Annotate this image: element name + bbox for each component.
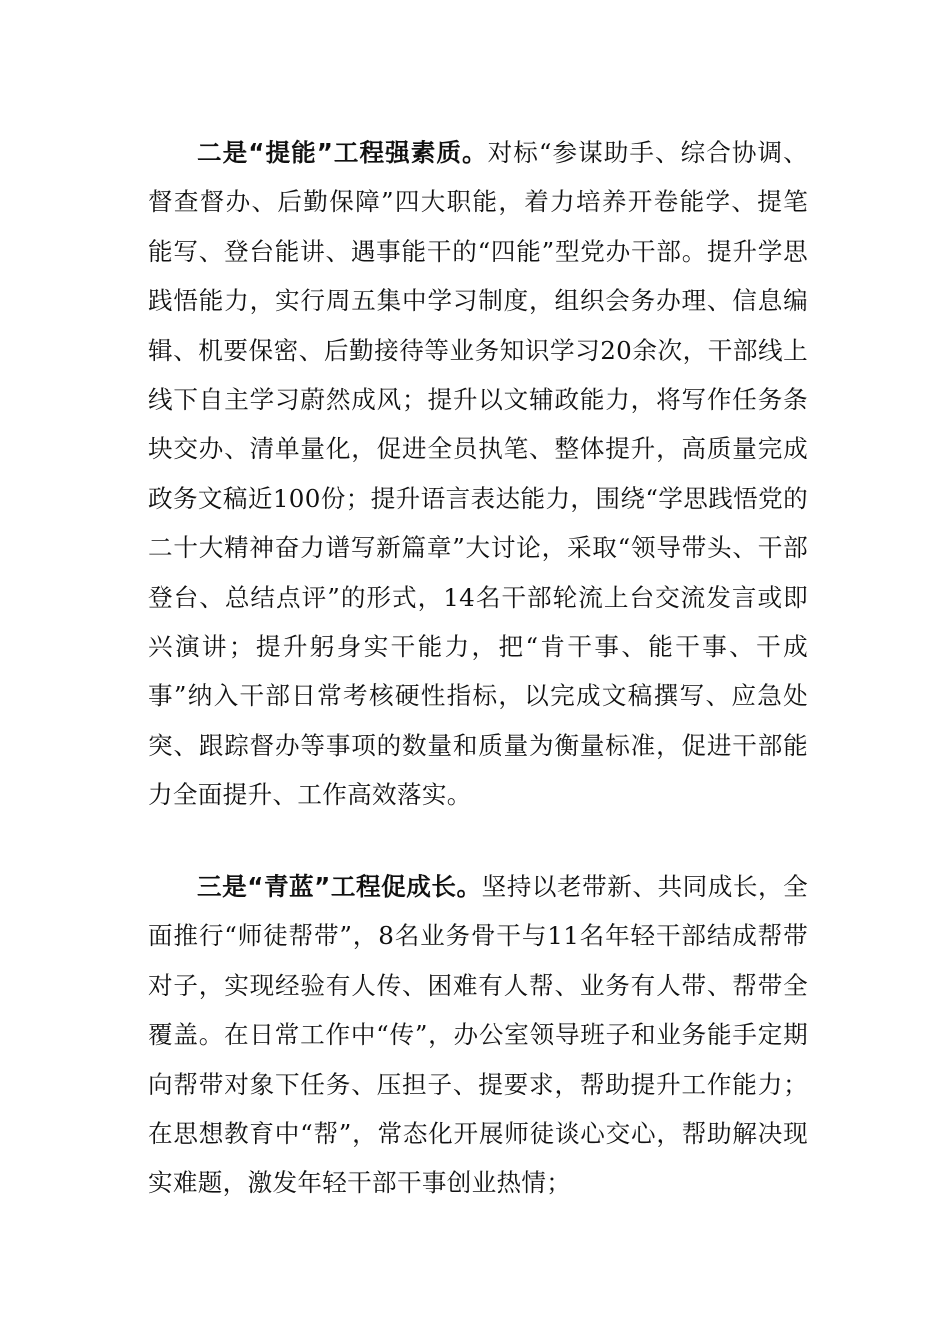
- paragraph-lead-heading: 二是“提能”工程强素质。: [197, 138, 488, 167]
- paragraph-qinglan: [148, 862, 808, 1208]
- paragraph-lead-heading: 三是“青蓝”工程促成长。: [197, 872, 482, 901]
- paragraph-body-text: 坚持以老带新、共同成长，全面推行“师徒帮带”，8名业务骨干与11名年轻干部结成帮带对子，实现经验有人传、困难有人帮、业务有人带、帮带全覆盖。在日常工作中“传”，办公室领导班子和业务能手定期向帮带对象下任务、压担子、提要求，帮助提升工作能力；在思想教育中“帮”，常态化开展师徒谈心交心，帮助解决现实难题，激发年轻干部干事创业热情；: [148, 872, 808, 1198]
- paragraph-body-text: 对标“参谋助手、综合协调、督查督办、后勤保障”四大职能，着力培养开卷能学、提笔能写、登台能讲、遇事能干的“四能”型党办干部。提升学思践悟能力，实行周五集中学习制度，组织会务办理、信息编辑、机要保密、后勤接待等业务知识学习20余次，干部线上线下自主学习蔚然成风；提升以文辅政能力，将写作任务条块交办、清单量化，促进全员执笔、整体提升，高质量完成政务文稿近100份；提升语言表达能力，围绕“学思践悟党的二十大精神奋力谱写新篇章”大讨论，采取“领导带头、干部登台、总结点评”的形式，14名干部轮流上台交流发言或即兴演讲；提升躬身实干能力，把“肯干事、能干事、干成事”纳入干部日常考核硬性指标，以完成文稿撰写、应急处突、跟踪督办等事项的数量和质量为衡量标准，促进干部能力全面提升、工作高效落实。: [148, 138, 808, 810]
- paragraph-tineng: [148, 128, 808, 820]
